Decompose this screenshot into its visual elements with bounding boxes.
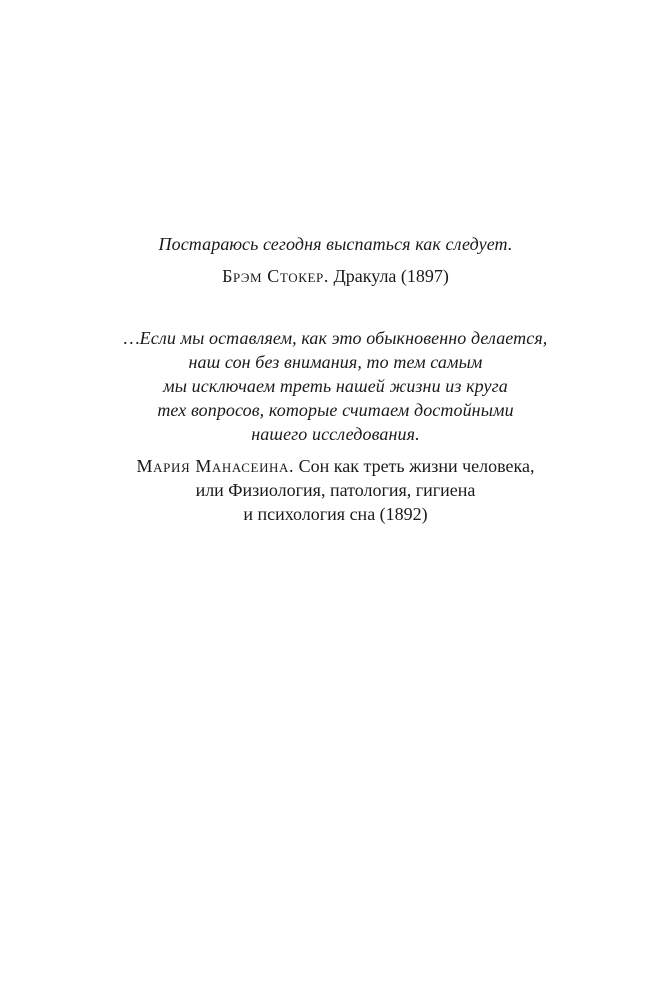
attribution-line: и психология сна (1892) bbox=[243, 504, 428, 524]
quote-line: Постараюсь сегодня выспаться как следует. bbox=[158, 234, 513, 254]
epigraph-quote bbox=[0, 232, 671, 256]
author-name: Мария Манасеина. bbox=[136, 456, 295, 476]
quote-line: мы исключаем треть нашей жизни из круга bbox=[163, 376, 508, 396]
quote-line: наш сон без внимания, то тем самым bbox=[188, 352, 483, 372]
epigraph-attribution bbox=[0, 264, 671, 288]
source-title: Дракула (1897) bbox=[333, 266, 449, 286]
attribution-line bbox=[0, 264, 671, 288]
epigraph-dracula bbox=[0, 232, 671, 288]
quote-line: нашего исследования. bbox=[251, 424, 420, 444]
attribution-line bbox=[0, 454, 671, 478]
author-name: Брэм Стокер. bbox=[222, 266, 329, 286]
epigraph-attribution bbox=[0, 454, 671, 526]
attribution-line: или Физиология, патология, гигиена bbox=[195, 480, 476, 500]
quote-line: тех вопросов, которые считаем достойными bbox=[157, 400, 514, 420]
epigraph-manaseina bbox=[0, 326, 671, 526]
quote-line: …Если мы оставляем, как это обыкновенно делается, bbox=[123, 328, 548, 348]
source-title: Сон как треть жизни человека, bbox=[298, 456, 535, 476]
epigraph-quote bbox=[0, 326, 671, 446]
